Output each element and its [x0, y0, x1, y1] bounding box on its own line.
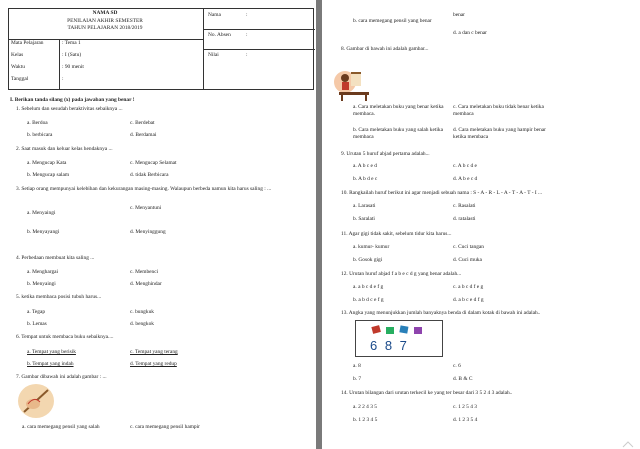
school-name: NAMA SD [92, 10, 118, 16]
exam-title: PENILAIAN AKHIR SEMESTER [67, 18, 143, 24]
box-numbers: 6 8 7 [370, 338, 409, 353]
absen-label: No. Absen [208, 32, 231, 38]
nilai-label: Nilai [208, 52, 219, 58]
nama-label: Nama [208, 12, 221, 18]
page-corner-icon[interactable] [622, 435, 634, 443]
section-heading: I. Berikan tanda silang (x) pada jawaban yang benar ! [10, 97, 135, 103]
exam-year: TAHUN PELAJARAN 2018/2019 [67, 25, 143, 31]
page-right: b. cara memegang pensil yang benar benar d. a dan c benar 8. Gambar di bawah ini adalah gambar... a. Cara meletakan buku yang benar ketika membaca. c. Cara meletakan buku tidak benar ketika membaca b. Cara meletakan buku yang salah ketika membaca d. Cara meletakan buku yang hampir benar ketika membaca 9. Urutan 5 huruf abjad pertama adalah... a. A b c e d c. A b c d e b. A b d e c d. A b e c d 10. Rangkailah huruf berikut ini agar menjadi sebuah nama : S - A - R - L - A - T - A - T - I ... a. Larasati c. Rasalati b. Saralati d. ratalasti 11. Agar gigi tidak sakit, sebelum tidur kita harus... a. kumur- kumur c. Cuci tangan b. Gosok gigi d. Cuci muka 12. Urutan huruf abjad f a b e c d g yang benar adalah... a. a b c d e f g c. a b c d f e g b. a b d c e f g d. a b c e d f g 13. Angka yang menunjukkan jumlah banyaknya benda di dalam kotak di bawah ini adalah.. a. 8 c. 6 b. 7 d. B & C 14. Urutan bilangan dari urutan terkecil ke yang ter besar dari 3 5 2 4 3 adalah.. a. 2 2 4 3 5 c. 1 2 5 4 3 b. 1 2 3 4 5 d. 1 2 3 5 4 [322, 0, 640, 449]
page-left: NAMA SD PENILAIAN AKHIR SEMESTER TAHUN PELAJARAN 2018/2019 Nama : No. Absen : Nilai : Mata Pelajaran : Tema 1 Kelas : I (Satu) Waktu : 90 menit Tanggal : I. Berikan tanda silang (x) pada jawaban yang benar ! 1. Sebelum dan sesudah beraktivitas sebaiknya ... a. Berdoa c. Berdebat b. berbicara d. Berdamai 2. Saat masuk dan keluar kelas hendaknya ... a. Mengucap Kata c. Mengucap Selamat b. Mengucap salam d. tidak Berbicara 3. Setiap orang mempunyai kelebihan dan kekurangan masing-masing. Walaupun berbeda namun kita harus saling : ... a. Menyaingi c. Menyantuni b. Menyayangi d. Menyinggung 4. Perbedaan membuat kita saling ... a. Menghargai c. Membenci b. Menyaingi d. Menghindar 5. ketika membaca posisi tubuh harus... a. Tegap c. bungkuk b. Lemas d. bengkok 6. Tempat untuk membaca buku sebaiknya.... a. Tempat yang berisik c. Tempat yang terang b. Tempat yang indah d. Tempat yang redup 7. Gambar dibawah ini adalah gambar : ... a. cara memegang pensil yang salah c. cara memegang pensil hampir [0, 0, 316, 449]
colored-blocks-icon [370, 324, 430, 336]
counting-box [355, 320, 443, 357]
pencil-hand-illustration [18, 384, 54, 418]
reading-child-illustration [333, 66, 375, 102]
